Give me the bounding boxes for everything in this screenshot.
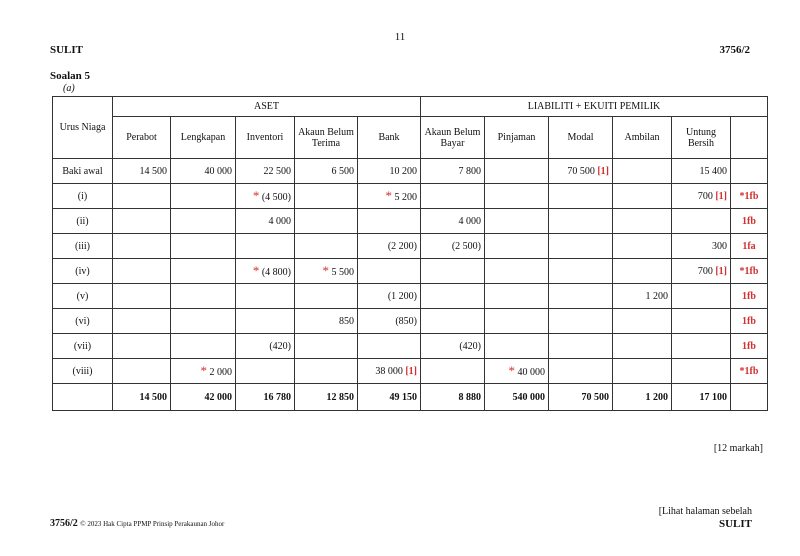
column-header-row	[53, 117, 768, 159]
flag-text: *1fb	[739, 265, 759, 277]
flag-text: 1fb	[742, 290, 756, 302]
row-flag	[731, 334, 768, 359]
table-cell	[672, 209, 731, 234]
column-header-mark	[731, 117, 768, 159]
table-cell	[485, 309, 549, 334]
column-header: Bank	[358, 117, 421, 159]
cell-value: 15 400	[699, 165, 727, 177]
row-flag	[731, 234, 768, 259]
cell-value: 40 000	[517, 367, 545, 378]
table-cell	[295, 184, 358, 209]
total-cell: 17 100	[672, 384, 731, 411]
table-cell	[113, 209, 171, 234]
asterisk-mark: *	[385, 188, 392, 203]
table-cell	[236, 259, 295, 284]
table-cell	[485, 284, 549, 309]
row-label: (ii)	[53, 209, 113, 234]
totals-label	[53, 384, 113, 411]
table-cell	[358, 209, 421, 234]
table-cell	[672, 359, 731, 384]
row-flag	[731, 184, 768, 209]
table-cell	[549, 259, 613, 284]
column-header: Lengkapan	[171, 117, 236, 159]
column-header: Perabot	[113, 117, 171, 159]
table-cell	[295, 209, 358, 234]
page-number: 11	[394, 31, 406, 43]
table-cell	[613, 359, 672, 384]
table-cell	[236, 334, 295, 359]
totals-row	[53, 384, 768, 411]
flag-text: 1fa	[742, 240, 756, 252]
cell-value: 10 200	[389, 165, 417, 177]
table-cell	[485, 184, 549, 209]
table-cell	[613, 234, 672, 259]
table-cell	[113, 159, 171, 184]
asterisk-mark: *	[252, 188, 260, 203]
row-label: Baki awal	[53, 159, 113, 184]
footer-sulit: SULIT	[718, 518, 752, 530]
table-cell	[236, 284, 295, 309]
column-header: Akaun Belum Bayar	[421, 117, 485, 159]
column-header: Pinjaman	[485, 117, 549, 159]
total-cell: 49 150	[358, 384, 421, 411]
row-flag	[731, 159, 768, 184]
table-row	[53, 334, 768, 359]
table-cell	[295, 159, 358, 184]
table-cell	[549, 334, 613, 359]
table-cell	[613, 284, 672, 309]
table-row	[53, 184, 768, 209]
totals-flag	[731, 384, 768, 411]
total-cell: 70 500	[549, 384, 613, 411]
table-cell	[485, 234, 549, 259]
table-cell	[358, 234, 421, 259]
header-urus-niaga: Urus Niaga	[53, 97, 113, 159]
total-cell: 42 000	[171, 384, 236, 411]
table-cell	[358, 309, 421, 334]
mark-label: [1]	[715, 265, 727, 277]
asterisk-mark: *	[322, 263, 329, 278]
table-cell	[613, 184, 672, 209]
cell-value: (4 800)	[261, 267, 291, 278]
table-cell	[421, 309, 485, 334]
question-title: Soalan 5	[50, 70, 91, 82]
asterisk-mark: *	[200, 363, 207, 378]
cell-value: (1 200)	[387, 290, 417, 302]
table-cell	[171, 309, 236, 334]
table-cell	[672, 309, 731, 334]
table-cell	[295, 309, 358, 334]
table-cell	[549, 284, 613, 309]
table-cell	[672, 234, 731, 259]
table-cell	[672, 334, 731, 359]
table-cell	[421, 284, 485, 309]
row-label: (iv)	[53, 259, 113, 284]
table-cell	[613, 209, 672, 234]
cell-value: 5 200	[394, 192, 417, 203]
table-cell	[358, 334, 421, 359]
table-cell	[549, 309, 613, 334]
mark-label: [1]	[405, 365, 417, 377]
flag-text: 1fb	[742, 340, 756, 352]
asterisk-mark: *	[252, 263, 260, 278]
cell-value: 700	[697, 190, 713, 202]
table-cell	[421, 209, 485, 234]
cell-value: 2 000	[209, 367, 232, 378]
row-flag	[731, 259, 768, 284]
table-cell	[485, 359, 549, 384]
cell-value: (420)	[269, 340, 291, 352]
total-cell: 16 780	[236, 384, 295, 411]
total-cell: 1 200	[613, 384, 672, 411]
table-row	[53, 234, 768, 259]
header-sulit: SULIT	[50, 44, 84, 56]
table-cell	[613, 334, 672, 359]
table-row	[53, 159, 768, 184]
table-cell	[113, 334, 171, 359]
table-cell	[421, 259, 485, 284]
table-cell	[549, 209, 613, 234]
cell-value: (850)	[395, 315, 417, 327]
accounting-equation-table	[52, 96, 768, 411]
table-cell	[358, 259, 421, 284]
total-cell: 8 880	[421, 384, 485, 411]
row-label: (i)	[53, 184, 113, 209]
flag-text: *1fb	[739, 190, 759, 202]
cell-value: 14 500	[139, 165, 167, 177]
footer-copyright: © 2023 Hak Cipta PPMP Prinsip Perakaunan Johor	[80, 520, 225, 528]
column-header: Akaun Belum Terima	[295, 117, 358, 159]
cell-value: 4 000	[268, 215, 291, 227]
table-cell	[485, 259, 549, 284]
table-cell	[171, 284, 236, 309]
flag-text: 1fb	[742, 215, 756, 227]
column-header: Untung Bersih	[672, 117, 731, 159]
table-cell	[295, 359, 358, 384]
column-header: Modal	[549, 117, 613, 159]
flag-text: *1fb	[739, 365, 759, 377]
table-row	[53, 359, 768, 384]
header-paper-code: 3756/2	[719, 44, 750, 56]
table-cell	[236, 184, 295, 209]
cell-value: 40 000	[204, 165, 232, 177]
cell-value: 5 500	[331, 267, 354, 278]
table-row	[53, 284, 768, 309]
cell-value: 1 200	[645, 290, 668, 302]
table-row	[53, 309, 768, 334]
table-cell	[421, 334, 485, 359]
table-cell	[236, 209, 295, 234]
cell-value: 700	[697, 265, 713, 277]
table-cell	[295, 284, 358, 309]
header-aset: ASET	[113, 97, 421, 117]
cell-value: 300	[712, 240, 727, 252]
header-liabiliti-ekuiti: LIABILITI + EKUITI PEMILIK	[421, 97, 768, 117]
table-cell	[171, 159, 236, 184]
table-cell	[113, 284, 171, 309]
row-label: (v)	[53, 284, 113, 309]
table-cell	[485, 159, 549, 184]
row-flag	[731, 309, 768, 334]
row-label: (vi)	[53, 309, 113, 334]
table-cell	[295, 334, 358, 359]
cell-value: 38 000	[375, 365, 403, 377]
table-cell	[236, 159, 295, 184]
cell-value: 4 000	[458, 215, 481, 227]
table-cell	[613, 309, 672, 334]
table-cell	[549, 184, 613, 209]
footer-code-line	[50, 518, 224, 529]
flag-text: 1fb	[742, 315, 756, 327]
mark-label: [1]	[597, 165, 609, 177]
table-cell	[672, 284, 731, 309]
cell-value: 70 500	[567, 165, 595, 177]
total-cell: 540 000	[485, 384, 549, 411]
total-cell: 12 850	[295, 384, 358, 411]
table-cell	[421, 159, 485, 184]
table-cell	[113, 359, 171, 384]
cell-value: 22 500	[263, 165, 291, 177]
table-cell	[113, 259, 171, 284]
table-cell	[171, 209, 236, 234]
table-cell	[358, 284, 421, 309]
question-part: (a)	[63, 83, 75, 94]
cell-value: (420)	[459, 340, 481, 352]
table-body	[53, 159, 768, 411]
total-cell: 14 500	[113, 384, 171, 411]
table-cell	[485, 209, 549, 234]
row-flag	[731, 359, 768, 384]
row-label: (viii)	[53, 359, 113, 384]
cell-value: 6 500	[331, 165, 354, 177]
table-cell	[485, 334, 549, 359]
table-cell	[295, 259, 358, 284]
asterisk-mark: *	[508, 363, 515, 378]
table-row	[53, 259, 768, 284]
mark-label: [1]	[715, 190, 727, 202]
row-flag	[731, 209, 768, 234]
table-cell	[613, 259, 672, 284]
table-cell	[113, 234, 171, 259]
cell-value: (2 200)	[387, 240, 417, 252]
table-cell	[421, 234, 485, 259]
cell-value: (2 500)	[451, 240, 481, 252]
row-label: (vii)	[53, 334, 113, 359]
table-cell	[549, 159, 613, 184]
footer-paper-code: 3756/2	[50, 518, 78, 529]
table-cell	[672, 184, 731, 209]
table-cell	[358, 359, 421, 384]
table-cell	[236, 234, 295, 259]
table-cell	[171, 359, 236, 384]
row-flag	[731, 284, 768, 309]
table-cell	[672, 259, 731, 284]
cell-value: (4 500)	[261, 192, 291, 203]
table-cell	[171, 259, 236, 284]
total-marks: [12 markah]	[713, 443, 763, 454]
next-page-note: [Lihat halaman sebelah	[658, 506, 752, 517]
table-cell	[613, 159, 672, 184]
table-cell	[549, 359, 613, 384]
table-cell	[549, 234, 613, 259]
column-header: Inventori	[236, 117, 295, 159]
table-cell	[421, 184, 485, 209]
table-cell	[113, 184, 171, 209]
table-cell	[113, 309, 171, 334]
table-cell	[672, 159, 731, 184]
cell-value: 850	[339, 315, 354, 327]
table-cell	[236, 309, 295, 334]
table-cell	[358, 159, 421, 184]
table-cell	[171, 334, 236, 359]
cell-value: 7 800	[458, 165, 481, 177]
table-cell	[358, 184, 421, 209]
table-row	[53, 209, 768, 234]
table-cell	[295, 234, 358, 259]
column-header: Ambilan	[613, 117, 672, 159]
table-cell	[236, 359, 295, 384]
table-cell	[171, 184, 236, 209]
table-cell	[421, 359, 485, 384]
table-cell	[171, 234, 236, 259]
row-label: (iii)	[53, 234, 113, 259]
